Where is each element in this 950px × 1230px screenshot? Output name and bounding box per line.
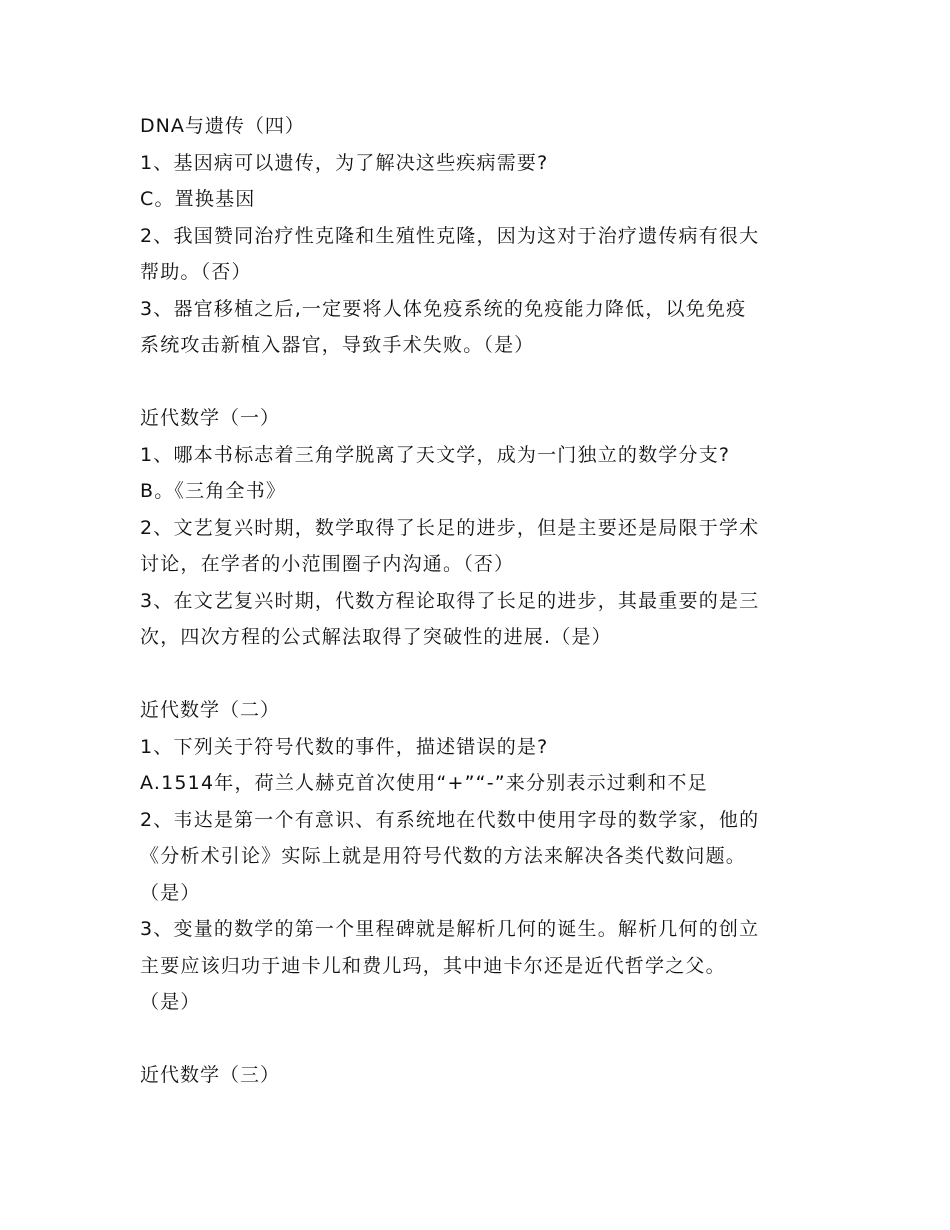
question-line: （是） — [140, 991, 201, 1013]
document-body — [140, 108, 812, 1094]
question-line: 帮助。（否） — [140, 261, 252, 283]
question-line: 3、器官移植之后,一定要将人体免疫系统的免疫能力降低，以免免疫 — [140, 297, 747, 320]
answer-line: C。置换基因 — [140, 188, 256, 210]
question-line: （是） — [140, 881, 201, 904]
question-line: 2、文艺复兴时期，数学取得了长足的进步，但是主要还是局限于学术 — [140, 516, 760, 539]
question-line: 2、韦达是第一个有意识、有系统地在代数中使用字母的数学家，他的 — [140, 808, 760, 831]
question-line: 3、在文艺复兴时期，代数方程论取得了长足的进步，其最重要的是三 — [140, 589, 760, 612]
section-modern-math-1 — [140, 400, 812, 656]
answer-line: B。《三角全书》 — [140, 480, 287, 502]
answer-line: A.1514年，荷兰人赫克首次使用“+”“-”来分别表示过剩和不足 — [140, 772, 708, 794]
section-dna-heredity-4 — [140, 108, 812, 364]
question-line: 《分析术引论》实际上就是用符号代数的方法来解决各类代数问题。 — [140, 845, 747, 867]
section-heading: DNA与遗传（四） — [140, 115, 305, 137]
section-modern-math-2 — [140, 692, 812, 1021]
question-line: 1、基因病可以遗传，为了解决这些疾病需要? — [140, 151, 549, 174]
question-line: 主要应该归功于迪卡儿和费儿玛，其中迪卡尔还是近代哲学之父。 — [140, 954, 726, 977]
section-heading: 近代数学（二） — [140, 699, 281, 721]
section-heading: 近代数学（一） — [140, 407, 281, 429]
question-line: 1、哪本书标志着三角学脱离了天文学，成为一门独立的数学分支? — [140, 443, 731, 466]
question-line: 3、变量的数学的第一个里程碑就是解析几何的诞生。解析几何的创立 — [140, 918, 760, 940]
question-line: 1、下列关于符号代数的事件，描述错误的是? — [140, 735, 549, 758]
question-line: 系统攻击新植入器官，导致手术失败。（是） — [140, 334, 535, 356]
question-line: 讨论，在学者的小范围圈子内沟通。（否） — [140, 553, 515, 575]
section-heading: 近代数学（三） — [140, 1064, 281, 1086]
section-modern-math-3 — [140, 1057, 812, 1094]
question-line: 2、我国赞同治疗性克隆和生殖性克隆，因为这对于治疗遗传病有很大 — [140, 224, 760, 247]
question-line: 次，四次方程的公式解法取得了突破性的进展.（是） — [140, 626, 612, 648]
